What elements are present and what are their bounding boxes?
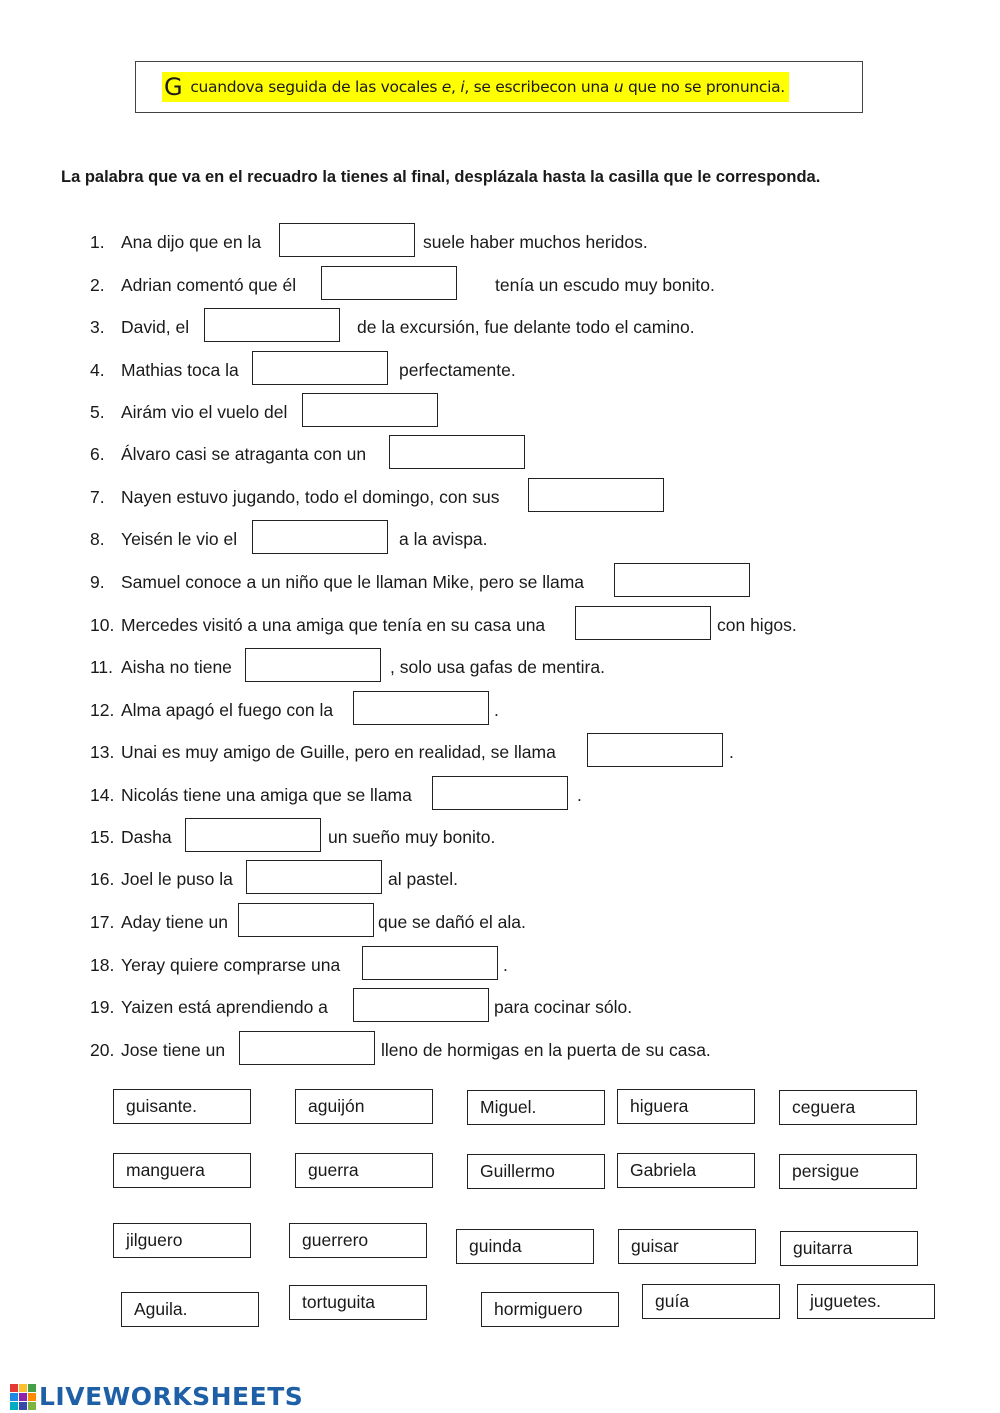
draggable-word[interactable]: guerra	[295, 1153, 433, 1188]
question-text-before: Nayen estuvo jugando, todo el domingo, con sus	[121, 487, 500, 507]
question-number: 4.	[90, 360, 105, 380]
draggable-word[interactable]: guerrero	[289, 1223, 427, 1258]
logo-tile	[19, 1402, 27, 1410]
question-text-after: .	[503, 955, 508, 975]
logo-tile	[28, 1402, 36, 1410]
rule-text-part2: , se escribecon una	[464, 78, 610, 96]
answer-drop-box[interactable]	[353, 988, 489, 1022]
question-text-before: David, el	[121, 317, 190, 337]
draggable-word[interactable]: guisar	[618, 1229, 756, 1264]
question-number: 17.	[90, 912, 115, 932]
rule-text-part1: cuandova seguida de las vocales	[190, 78, 438, 96]
draggable-word[interactable]: tortuguita	[289, 1285, 427, 1320]
answer-drop-box[interactable]	[575, 606, 711, 640]
answer-drop-box[interactable]	[204, 308, 340, 342]
question-number: 1.	[90, 232, 105, 252]
question-text-after: que se dañó el ala.	[378, 912, 526, 932]
draggable-word[interactable]: manguera	[113, 1153, 251, 1188]
logo-tile	[19, 1384, 27, 1392]
logo-tile	[19, 1393, 27, 1401]
answer-drop-box[interactable]	[252, 520, 388, 554]
question-text-after: lleno de hormigas en la puerta de su casa.	[381, 1040, 711, 1060]
draggable-word[interactable]: aguijón	[295, 1089, 433, 1124]
draggable-word[interactable]: juguetes.	[797, 1284, 935, 1319]
answer-drop-box[interactable]	[279, 223, 415, 257]
question-number: 14.	[90, 785, 115, 805]
rule-highlight	[162, 72, 789, 102]
question-text-before: Dasha	[121, 827, 172, 847]
question-number: 10.	[90, 615, 115, 635]
question-text-before: Unai es muy amigo de Guille, pero en realidad, se llama	[121, 742, 556, 762]
draggable-word[interactable]: guitarra	[780, 1231, 918, 1266]
draggable-word[interactable]: guía	[642, 1284, 780, 1319]
question-text-before: Álvaro casi se atraganta con un	[121, 444, 367, 464]
logo-tile	[10, 1384, 18, 1392]
rule-text-part3: que no se pronuncia.	[627, 78, 785, 96]
draggable-word[interactable]: Aguila.	[121, 1292, 259, 1327]
logo-tile	[28, 1393, 36, 1401]
draggable-word[interactable]: Gabriela	[617, 1153, 755, 1188]
question-text-before: Aday tiene un	[121, 912, 229, 932]
question-text-before: Yeray quiere comprarse una	[121, 955, 341, 975]
question-number: 6.	[90, 444, 105, 464]
question-text-before: Joel le puso la	[121, 869, 233, 889]
question-number: 16.	[90, 869, 115, 889]
draggable-word[interactable]: persigue	[779, 1154, 917, 1189]
answer-drop-box[interactable]	[239, 1031, 375, 1065]
question-text-before: Ana dijo que en la	[121, 232, 262, 252]
question-text-after: .	[494, 700, 499, 720]
logo-tile	[10, 1402, 18, 1410]
question-number: 7.	[90, 487, 105, 507]
logo-text: LIVEWORKSHEETS	[39, 1382, 304, 1411]
rule-vowel-i: i	[460, 78, 465, 96]
liveworksheets-logo	[10, 1382, 303, 1411]
draggable-word[interactable]: jilguero	[113, 1223, 251, 1258]
question-text-before: Samuel conoce a un niño que le llaman Mike, pero se llama	[121, 572, 585, 592]
question-text-after: perfectamente.	[399, 360, 516, 380]
answer-drop-box[interactable]	[389, 435, 525, 469]
logo-tile	[28, 1384, 36, 1392]
question-text-before: Mathias toca la	[121, 360, 239, 380]
rule-letter: G	[164, 73, 183, 101]
question-number: 3.	[90, 317, 105, 337]
question-text-before: Alma apagó el fuego con la	[121, 700, 334, 720]
question-text-after: con higos.	[717, 615, 797, 635]
question-text-after: , solo usa gafas de mentira.	[390, 657, 605, 677]
question-number: 11.	[90, 657, 114, 677]
question-text-after: de la excursión, fue delante todo el camino.	[357, 317, 695, 337]
liveworksheets-logo-icon	[10, 1384, 36, 1410]
draggable-word[interactable]: ceguera	[779, 1090, 917, 1125]
answer-drop-box[interactable]	[353, 691, 489, 725]
draggable-word[interactable]: Guillermo	[467, 1154, 605, 1189]
question-text-after: .	[729, 742, 734, 762]
question-text-before: Yaizen está aprendiendo a	[121, 997, 328, 1017]
answer-drop-box[interactable]	[321, 266, 457, 300]
rule-letter-u: u	[613, 78, 624, 96]
question-text-before: Aisha no tiene	[121, 657, 232, 677]
question-number: 19.	[90, 997, 115, 1017]
question-number: 9.	[90, 572, 105, 592]
answer-drop-box[interactable]	[185, 818, 321, 852]
question-number: 13.	[90, 742, 115, 762]
question-number: 20.	[90, 1040, 115, 1060]
question-text-before: Mercedes visitó a una amiga que tenía en su casa una	[121, 615, 546, 635]
question-number: 15.	[90, 827, 115, 847]
question-text-before: Nicolás tiene una amiga que se llama	[121, 785, 412, 805]
answer-drop-box[interactable]	[614, 563, 750, 597]
question-text-after: para cocinar sólo.	[494, 997, 633, 1017]
instruction-text: La palabra que va en el recuadro la tienes al final, desplázala hasta la casilla que le corresponda.	[61, 168, 821, 186]
rule-box	[135, 61, 863, 113]
answer-drop-box[interactable]	[528, 478, 664, 512]
question-number: 2.	[90, 275, 105, 295]
answer-drop-box[interactable]	[238, 903, 374, 937]
question-text-before: Yeisén le vio el	[121, 529, 238, 549]
logo-tile	[10, 1393, 18, 1401]
draggable-word[interactable]: higuera	[617, 1089, 755, 1124]
question-text-after: a la avispa.	[399, 529, 488, 549]
answer-drop-box[interactable]	[246, 860, 382, 894]
draggable-word[interactable]: guinda	[456, 1229, 594, 1264]
question-text-before: Adrian comentó que él	[121, 275, 297, 295]
question-text-after: tenía un escudo muy bonito.	[495, 275, 715, 295]
question-number: 5.	[90, 402, 105, 422]
question-number: 18.	[90, 955, 115, 975]
question-text-after: suele haber muchos heridos.	[423, 232, 648, 252]
question-text-after: .	[577, 785, 582, 805]
question-number: 12.	[90, 700, 115, 720]
question-number: 8.	[90, 529, 105, 549]
question-text-after: al pastel.	[388, 869, 459, 889]
question-text-before: Airám vio el vuelo del	[121, 402, 288, 422]
answer-drop-box[interactable]	[252, 351, 388, 385]
answer-drop-box[interactable]	[302, 393, 438, 427]
answer-drop-box[interactable]	[362, 946, 498, 980]
question-text-before: Jose tiene un	[121, 1040, 226, 1060]
answer-drop-box[interactable]	[245, 648, 381, 682]
answer-drop-box[interactable]	[432, 776, 568, 810]
question-text-after: un sueño muy bonito.	[328, 827, 496, 847]
draggable-word[interactable]: guisante.	[113, 1089, 251, 1124]
draggable-word[interactable]: Miguel.	[467, 1090, 605, 1125]
rule-vowel-e: e	[441, 78, 452, 96]
answer-drop-box[interactable]	[587, 733, 723, 767]
draggable-word[interactable]: hormiguero	[481, 1292, 619, 1327]
rule-comma: ,	[451, 78, 456, 96]
